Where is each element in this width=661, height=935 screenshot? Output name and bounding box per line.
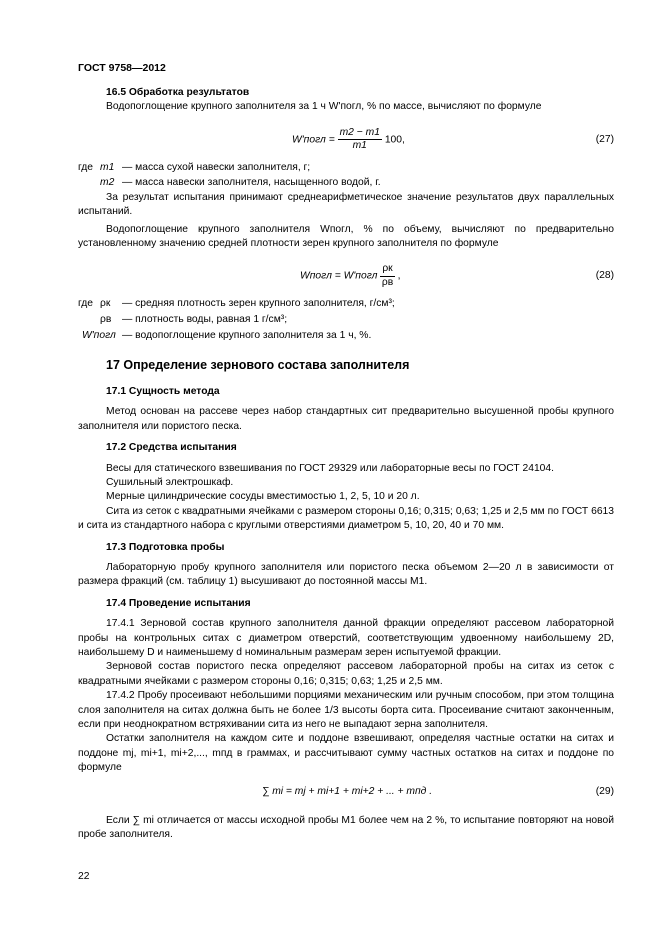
paragraph-17-4-sand: Зерновой состав пористого песка определяют рассевом лабораторной пробы на ситах из сеток с квадратными ячейками с размером стороны 0,16; 0,315; 0,63; 1,25 и 2,5 мм. (78, 661, 614, 687)
page-number: 22 (78, 871, 90, 882)
definition-rho-v-symbol: ρв (100, 314, 112, 326)
paragraph-volume: Водопоглощение крупного заполнителя Wпогл, % по объему, вычисляют по предварительно установленному значению средней плотности зерен крупного заполнителя по формуле (78, 223, 614, 250)
formula-27-numerator: m2 − m1 (338, 127, 382, 140)
section-16-5-title: 16.5 Обработка результатов (106, 87, 250, 98)
definition-rho-k-symbol: ρк (100, 298, 111, 310)
paragraph-mass-intro: Водопоглощение крупного заполнителя за 1 ч W'погл, % по массе, вычисляют по формуле (106, 101, 542, 113)
formula-28-number: (28) (595, 270, 614, 282)
definition-w-pogl (78, 329, 614, 349)
formula-27-denominator: m1 (352, 140, 367, 152)
definition-m1-text: — масса сухой навески заполнителя, г; (122, 161, 311, 173)
section-17-4-title: 17.4 Проведение испытания (106, 597, 251, 609)
definition-w-pogl-symbol: W'погл (82, 330, 116, 342)
paragraph-17-2-sieves: Сита из сеток с квадратными ячейками с размером стороны 0,16; 0,315; 0,63; 1,25 и 2,5 мм по ГОСТ 6613 и сита из стандартного набора с круглыми отверстиями диаметром 5, 10, 20, 40 и 70 мм. (78, 505, 614, 532)
paragraph-17-2-scales: Весы для статического взвешивания по ГОСТ 29329 или лабораторные весы по ГОСТ 24104. (106, 462, 554, 474)
formula-28 (78, 255, 614, 297)
formula-27-tail: 100, (384, 134, 405, 146)
section-17-1-title: 17.1 Сущность метода (106, 385, 220, 397)
formula-28-expression (300, 263, 400, 289)
formula-29 (78, 776, 614, 810)
formula-29-number: (29) (595, 785, 614, 797)
formula-28-fraction (380, 263, 394, 289)
formula-28-denominator: ρв (381, 276, 394, 288)
paragraph-17-3: Лабораторную пробу крупного заполнителя или пористого песка объемом 2—20 л в зависимости от размера фракций (см. таблицу 1) высушивают до постоянной массы M1. (78, 562, 614, 588)
formula-28-lhs: Wпогл = W'погл (300, 271, 381, 282)
definition-rho-v (78, 313, 614, 329)
definition-m2-text: — масса навески заполнителя, насыщенного водой, г. (122, 176, 381, 188)
formula-29-expression: ∑ mi = mj + mi+1 + mi+2 + ... + mпд . (262, 785, 433, 797)
where-label-2: где (78, 298, 94, 310)
formula-27-expression (292, 127, 405, 153)
definition-m2 (78, 176, 614, 191)
paragraph-17-4-2: 17.4.2 Пробу просеивают небольшими порциями механическим или ручным способом, при этом толщина слоя заполнителя на ситах должна быть не более 1/3 высоты борта сита. Просеивание считают законченным, если при неоднократном встряхивании сита из него не выпадают зерна заполнителя. (78, 690, 614, 731)
formula-28-numerator: ρк (380, 263, 394, 276)
section-17-2-title: 17.2 Средства испытания (106, 442, 237, 454)
formula-27-lhs: W'погл = (292, 134, 338, 146)
definition-m1 (78, 161, 614, 176)
paragraph-result: За результат испытания принимают среднеарифметическое значение результатов двух параллельных испытаний. (78, 191, 614, 218)
paragraph-17-4-1: 17.4.1 Зерновой состав крупного заполнителя данной фракции определяют рассевом лабораторной пробы на контрольных ситах с диаметром отверстий, соответствующим удвоенному наибольшему 2D, наибольшему D и наименьшему d номинальным размерам зерен испытуемой фракции. (78, 618, 614, 659)
formula-27-fraction (338, 127, 382, 153)
formula-27-number: (27) (595, 133, 614, 145)
page-content (78, 85, 614, 843)
section-17-3-title: 17.3 Подготовка пробы (106, 541, 225, 553)
definition-rho-k (78, 297, 614, 313)
definition-rho-v-text: — плотность воды, равная 1 г/см³; (122, 314, 288, 326)
paragraph-17-2-vessels: Мерные цилиндрические сосуды вместимостью 1, 2, 5, 10 и 20 л. (106, 491, 420, 503)
section-17-title: 17 Определение зернового состава заполнителя (106, 358, 410, 373)
definition-m1-symbol: m1 (100, 161, 115, 173)
where-label: где (78, 161, 94, 173)
formula-27 (78, 119, 614, 161)
paragraph-17-2-oven: Сушильный электрошкаф. (106, 476, 234, 488)
definition-rho-k-text: — средняя плотность зерен крупного заполнителя, г/см³; (122, 298, 395, 310)
paragraph-17-1: Метод основан на рассеве через набор стандартных сит предварительно высушенной пробы крупного заполнителя или пористого песка. (78, 406, 614, 432)
paragraph-17-4-residues: Остатки заполнителя на каждом сите и поддоне взвешивают, определяя частные остатки на ситах и поддоне mj, mi+1, mi+2,..., mпд в граммах, и рассчитывают сумму частных остатков на ситах и поддоне по формуле (78, 733, 614, 774)
document-header-code: ГОСТ 9758—2012 (78, 62, 166, 74)
definition-m2-symbol: m2 (100, 176, 115, 188)
paragraph-17-4-repeat: Если ∑ mi отличается от массы исходной пробы M1 более чем на 2 %, то испытание повторяют на новой пробе заполнителя. (78, 814, 614, 841)
formula-28-tail: , (397, 271, 401, 282)
definition-w-pogl-text: — водопоглощение крупного заполнителя за 1 ч, %. (122, 330, 372, 342)
